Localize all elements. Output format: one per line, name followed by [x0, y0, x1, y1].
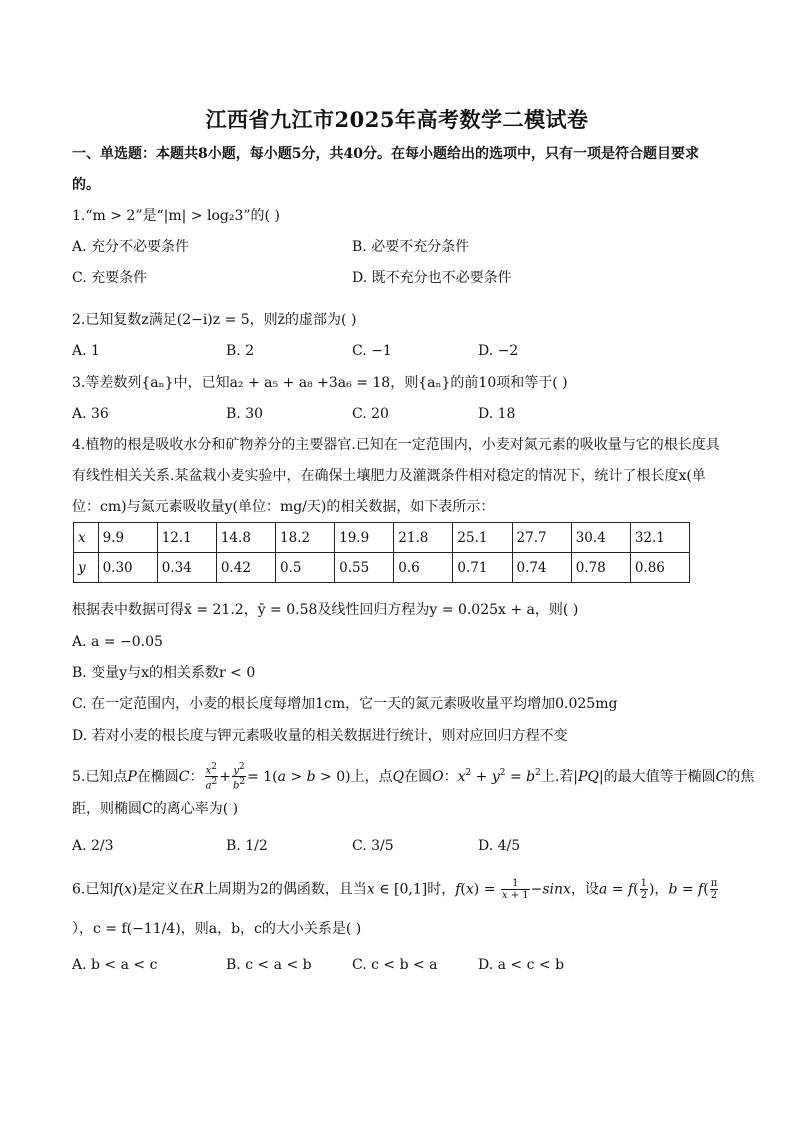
- table-cell: 21.8: [394, 523, 453, 553]
- table-cell: 0.6: [394, 553, 453, 583]
- table-cell: 0.5: [275, 553, 334, 583]
- q1-option-d: D. 既不充分也不必要条件: [352, 270, 512, 286]
- table-cell: 0.78: [571, 553, 630, 583]
- table-cell: 0.74: [512, 553, 571, 583]
- q3-option-b: B. 30: [226, 406, 264, 422]
- question-5-stem: 5.已知点P在椭圆C： $\frac{x^2}{a^2}$ + $\frac{y^2}{b^2}$ = 1(a > b > 0)上，点Q在圆O：$x^2 + y^2 = b^2$上.若|PQ|的最大值等于椭圆C的焦: [72, 762, 755, 792]
- data-table: [73, 522, 690, 583]
- question-4-stem-cont: 有线性相关关系.某盆栽小麦实验中，在确保土壤肥力及灌溉条件相对稳定的情况下，统计了根长度x(单: [72, 468, 706, 484]
- table-cell: 0.34: [157, 553, 216, 583]
- table-cell: 0.55: [335, 553, 394, 583]
- table-cell: 9.9: [98, 523, 157, 553]
- table-cell: 12.1: [157, 523, 216, 553]
- table-row: [74, 553, 690, 583]
- table-cell: 25.1: [453, 523, 512, 553]
- question-1-stem: 1.“m > 2”是“|m| > log₂3”的( ): [72, 208, 280, 224]
- table-cell: 30.4: [571, 523, 630, 553]
- question-2-stem: 2.已知复数z满足(2−i)z = 5，则z̄的虚部为( ): [72, 312, 357, 328]
- question-5-stem-cont: 距，则椭圆C的离心率为( ): [72, 801, 239, 817]
- section-heading: 一、单选题：本题共8小题，每小题5分，共40分。在每小题给出的选项中，只有一项是符合题目要求: [72, 146, 699, 162]
- question-4-regression: 根据表中数据可得x̄ = 21.2，ȳ = 0.58及线性回归方程为y = 0.025x + a，则( ): [72, 602, 579, 618]
- question-6-stem: 6.已知f(x)是定义在R上周期为2的偶函数，且当x ∈ [0,1]时，f(x) = $\frac{1}{x + 1}$ −sinx，设a = f( $\frac{1}{2}$ )，b = f( $\frac{\pi}{2}$: [72, 878, 718, 901]
- q6-option-c: C. c < b < a: [352, 957, 438, 973]
- q4-option-d: D. 若对小麦的根长度与钾元素吸收量的相关数据进行统计，则对应回归方程不变: [72, 728, 568, 744]
- table-cell: 0.71: [453, 553, 512, 583]
- q2-option-b: B. 2: [226, 343, 255, 359]
- q4-option-b: B. 变量y与x的相关系数r < 0: [72, 665, 256, 681]
- table-cell: 0.42: [216, 553, 275, 583]
- q5-option-b: B. 1/2: [226, 838, 268, 854]
- table-cell: 0.30: [98, 553, 157, 583]
- question-4-stem: 4.植物的根是吸收水分和矿物养分的主要器官.已知在一定范围内，小麦对氮元素的吸收量与它的根长度具: [72, 437, 720, 453]
- q2-option-d: D. −2: [478, 343, 519, 359]
- q1-option-c: C. 充要条件: [72, 270, 148, 286]
- table-cell: 19.9: [335, 523, 394, 553]
- q4-option-a: A. a = −0.05: [72, 634, 163, 650]
- table-row-label: y: [74, 553, 99, 583]
- q1-option-b: B. 必要不充分条件: [352, 239, 470, 255]
- q6-option-b: B. c < a < b: [226, 957, 312, 973]
- table-cell: 0.86: [630, 553, 689, 583]
- q3-option-c: C. 20: [352, 406, 389, 422]
- table-cell: 32.1: [630, 523, 689, 553]
- q3-option-a: A. 36: [72, 406, 109, 422]
- question-6-stem-cont: ），c = f(−11/4)，则a，b，c的大小关系是( ): [72, 921, 362, 937]
- q5-option-c: C. 3/5: [352, 838, 394, 854]
- q2-option-c: C. −1: [352, 343, 392, 359]
- q5-option-d: D. 4/5: [478, 838, 521, 854]
- q2-option-a: A. 1: [72, 343, 100, 359]
- table-cell: 18.2: [275, 523, 334, 553]
- question-4-stem-cont2: 位：cm)与氮元素吸收量y(单位：mg/天)的相关数据，如下表所示：: [72, 499, 495, 515]
- table-row: [74, 523, 690, 553]
- q3-option-d: D. 18: [478, 406, 516, 422]
- q1-option-a: A. 充分不必要条件: [72, 239, 190, 255]
- page-title: 江西省九江市2025年高考数学二模试卷: [205, 107, 589, 132]
- section-heading-cont: 的。: [72, 177, 100, 193]
- table-cell: 27.7: [512, 523, 571, 553]
- q5-option-a: A. 2/3: [72, 838, 114, 854]
- table-row-label: x: [74, 523, 99, 553]
- q4-option-c: C. 在一定范围内，小麦的根长度每增加1cm，它一天的氮元素吸收量平均增加0.025mg: [72, 696, 618, 712]
- q6-option-a: A. b < a < c: [72, 957, 158, 973]
- q6-option-d: D. a < c < b: [478, 957, 565, 973]
- table-cell: 14.8: [216, 523, 275, 553]
- question-3-stem: 3.等差数列{aₙ}中，已知a₂ + a₅ + a₈ +3a₆ = 18，则{aₙ}的前10项和等于( ): [72, 375, 568, 391]
